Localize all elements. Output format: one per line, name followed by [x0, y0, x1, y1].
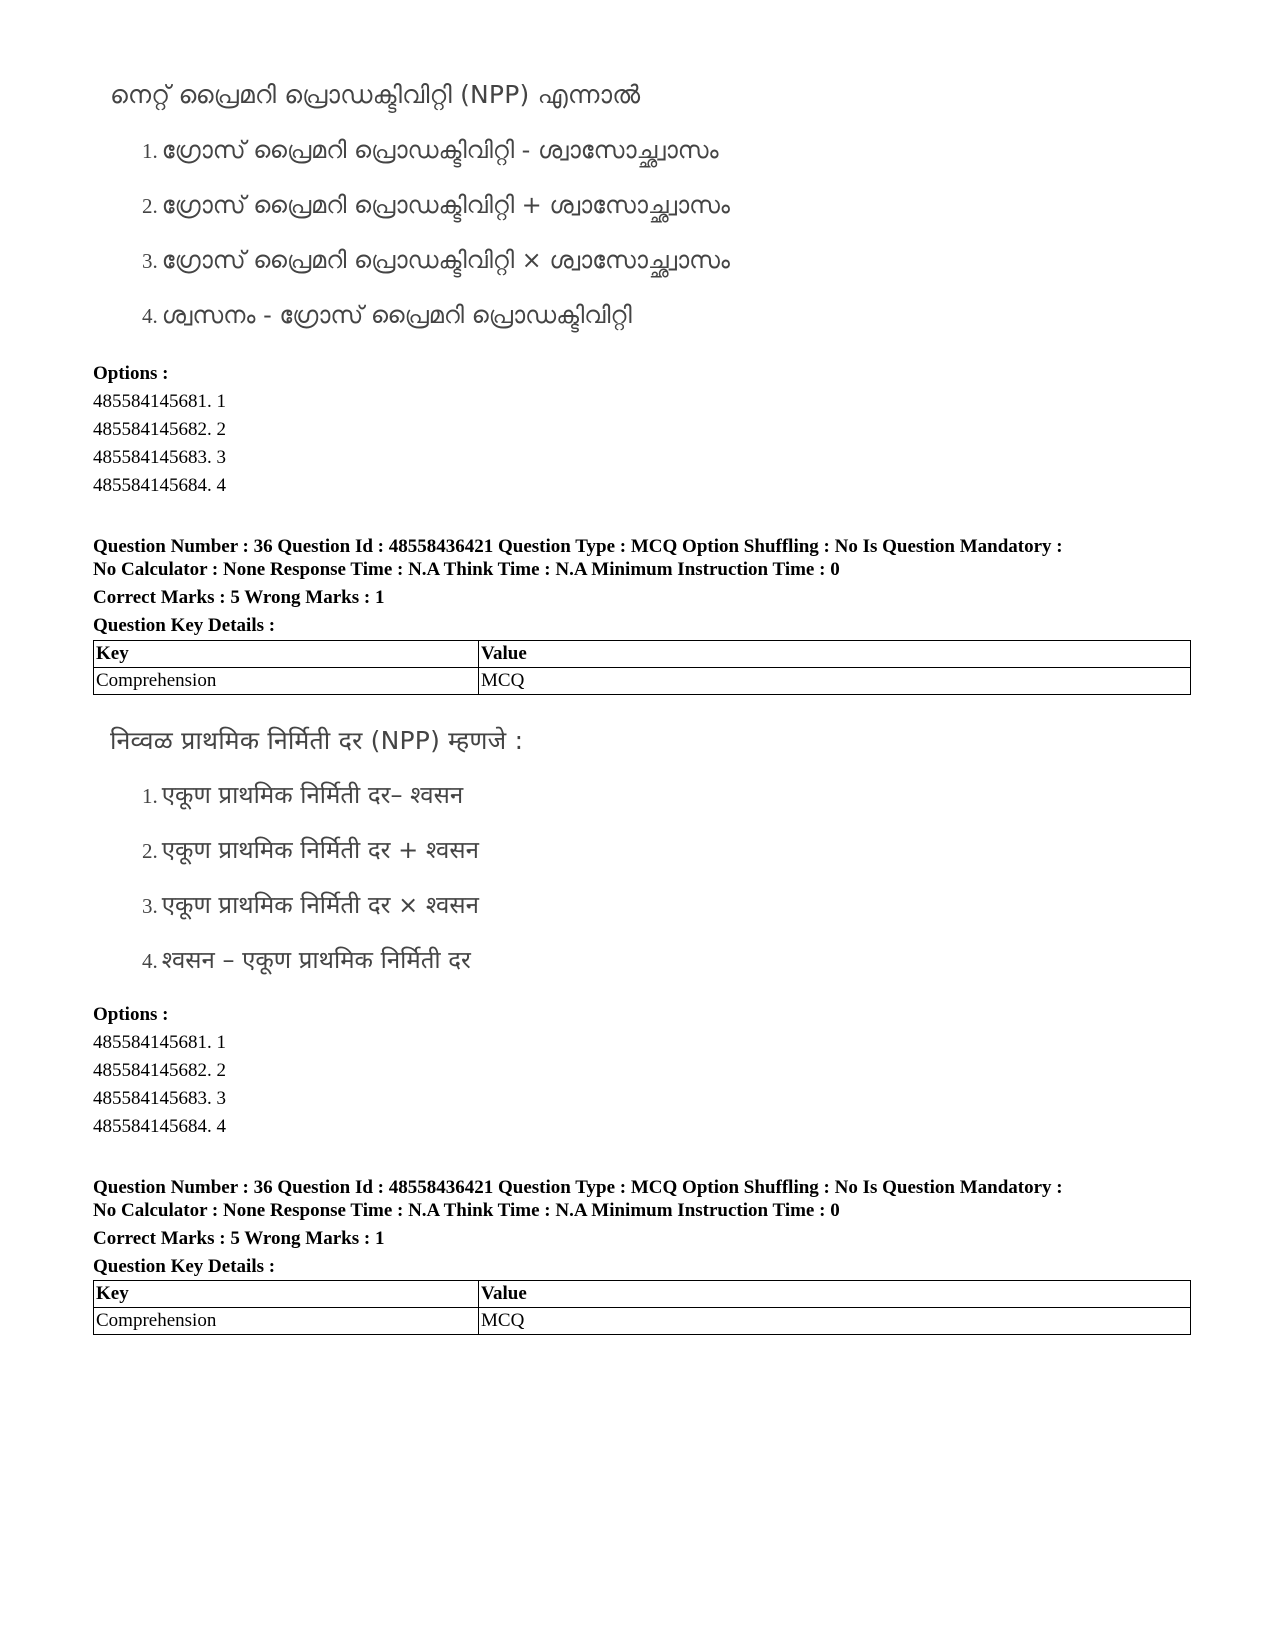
question-key-table — [93, 1280, 1191, 1335]
question-metadata — [93, 535, 1193, 637]
image-option-1 — [142, 136, 730, 191]
image-option-number: 1. — [142, 784, 158, 808]
image-option-4 — [142, 943, 523, 998]
options-list — [93, 360, 226, 500]
image-option-number: 3. — [142, 249, 158, 273]
table-header-key: Key — [94, 1281, 479, 1308]
table-row — [94, 668, 1191, 695]
image-option-number: 2. — [142, 839, 158, 863]
image-option-text: एकूण प्राथमिक निर्मिती दर × श्वसन — [161, 891, 479, 919]
marks-line: Correct Marks : 5 Wrong Marks : 1 — [93, 587, 385, 608]
image-option-text: ശ്വസനം - ഗ്രോസ് പ്രൈമറി പ്രൊഡക്ടിവിറ്റി — [161, 301, 632, 329]
image-option-text: एकूण प्राथमिक निर्मिती दर + श्वसन — [161, 836, 479, 864]
option-item: 485584145682. 2 — [93, 1060, 226, 1081]
option-item: 485584145683. 3 — [93, 1088, 226, 1109]
option-item: 485584145684. 4 — [93, 475, 226, 496]
question-stem: निव्वळ प्राथमिक निर्मिती दर (NPP) म्हणजे : — [110, 726, 524, 755]
question-stem: നെറ്റ് പ്രൈമറി പ്രൊഡക്ടിവിറ്റി (NPP) എന്നാൽ — [110, 80, 641, 109]
question-key-table — [93, 640, 1191, 695]
metadata-line-2: No Calculator : None Response Time : N.A Think Time : N.A Minimum Instruction Time : 0 — [93, 559, 840, 580]
question-image-marathi — [110, 723, 523, 998]
table-header-key: Key — [94, 641, 479, 668]
options-label: Options : — [93, 1004, 169, 1025]
image-option-3 — [142, 888, 523, 943]
table-row — [94, 1308, 1191, 1335]
table-header-row — [94, 1281, 1191, 1308]
options-label: Options : — [93, 363, 169, 384]
image-option-text: एकूण प्राथमिक निर्मिती दर– श्वसन — [161, 781, 464, 809]
options-list — [93, 1001, 226, 1141]
table-cell-key: Comprehension — [94, 668, 479, 695]
image-option-number: 3. — [142, 894, 158, 918]
image-option-3 — [142, 246, 730, 301]
image-option-4 — [142, 301, 730, 356]
image-option-1 — [142, 778, 523, 833]
key-details-label: Question Key Details : — [93, 1256, 276, 1277]
option-item: 485584145681. 1 — [93, 391, 226, 412]
image-option-number: 4. — [142, 949, 158, 973]
table-cell-value: MCQ — [479, 668, 1191, 695]
option-item: 485584145683. 3 — [93, 447, 226, 468]
option-item: 485584145682. 2 — [93, 419, 226, 440]
image-option-text: श्वसन – एकूण प्राथमिक निर्मिती दर — [161, 946, 471, 974]
image-option-2 — [142, 833, 523, 888]
image-option-text: ഗ്രോസ് പ്രൈമറി പ്രൊഡക്ടിവിറ്റി + ശ്വാസോച്ഛ്വാസം — [161, 191, 730, 219]
metadata-line-2: No Calculator : None Response Time : N.A Think Time : N.A Minimum Instruction Time : 0 — [93, 1200, 840, 1221]
image-option-2 — [142, 191, 730, 246]
table-header-row — [94, 641, 1191, 668]
image-option-text: ഗ്രോസ് പ്രൈമറി പ്രൊഡക്ടിവിറ്റി × ശ്വാസോച്ഛ്വാസം — [161, 246, 730, 274]
table-cell-value: MCQ — [479, 1308, 1191, 1335]
question-metadata — [93, 1176, 1193, 1278]
marks-line: Correct Marks : 5 Wrong Marks : 1 — [93, 1228, 385, 1249]
image-option-number: 4. — [142, 304, 158, 328]
question-image-malayalam — [110, 80, 730, 356]
metadata-line-1: Question Number : 36 Question Id : 48558436421 Question Type : MCQ Option Shuffling : No Is Question Mandatory : — [93, 536, 1063, 557]
table-cell-key: Comprehension — [94, 1308, 479, 1335]
image-option-text: ഗ്രോസ് പ്രൈമറി പ്രൊഡക്ടിവിറ്റി - ശ്വാസോച്ഛ്വാസം — [161, 136, 719, 164]
image-option-number: 1. — [142, 139, 158, 163]
option-item: 485584145681. 1 — [93, 1032, 226, 1053]
metadata-line-1: Question Number : 36 Question Id : 48558436421 Question Type : MCQ Option Shuffling : No Is Question Mandatory : — [93, 1177, 1063, 1198]
key-details-label: Question Key Details : — [93, 615, 276, 636]
table-header-value: Value — [479, 641, 1191, 668]
image-option-number: 2. — [142, 194, 158, 218]
table-header-value: Value — [479, 1281, 1191, 1308]
option-item: 485584145684. 4 — [93, 1116, 226, 1137]
